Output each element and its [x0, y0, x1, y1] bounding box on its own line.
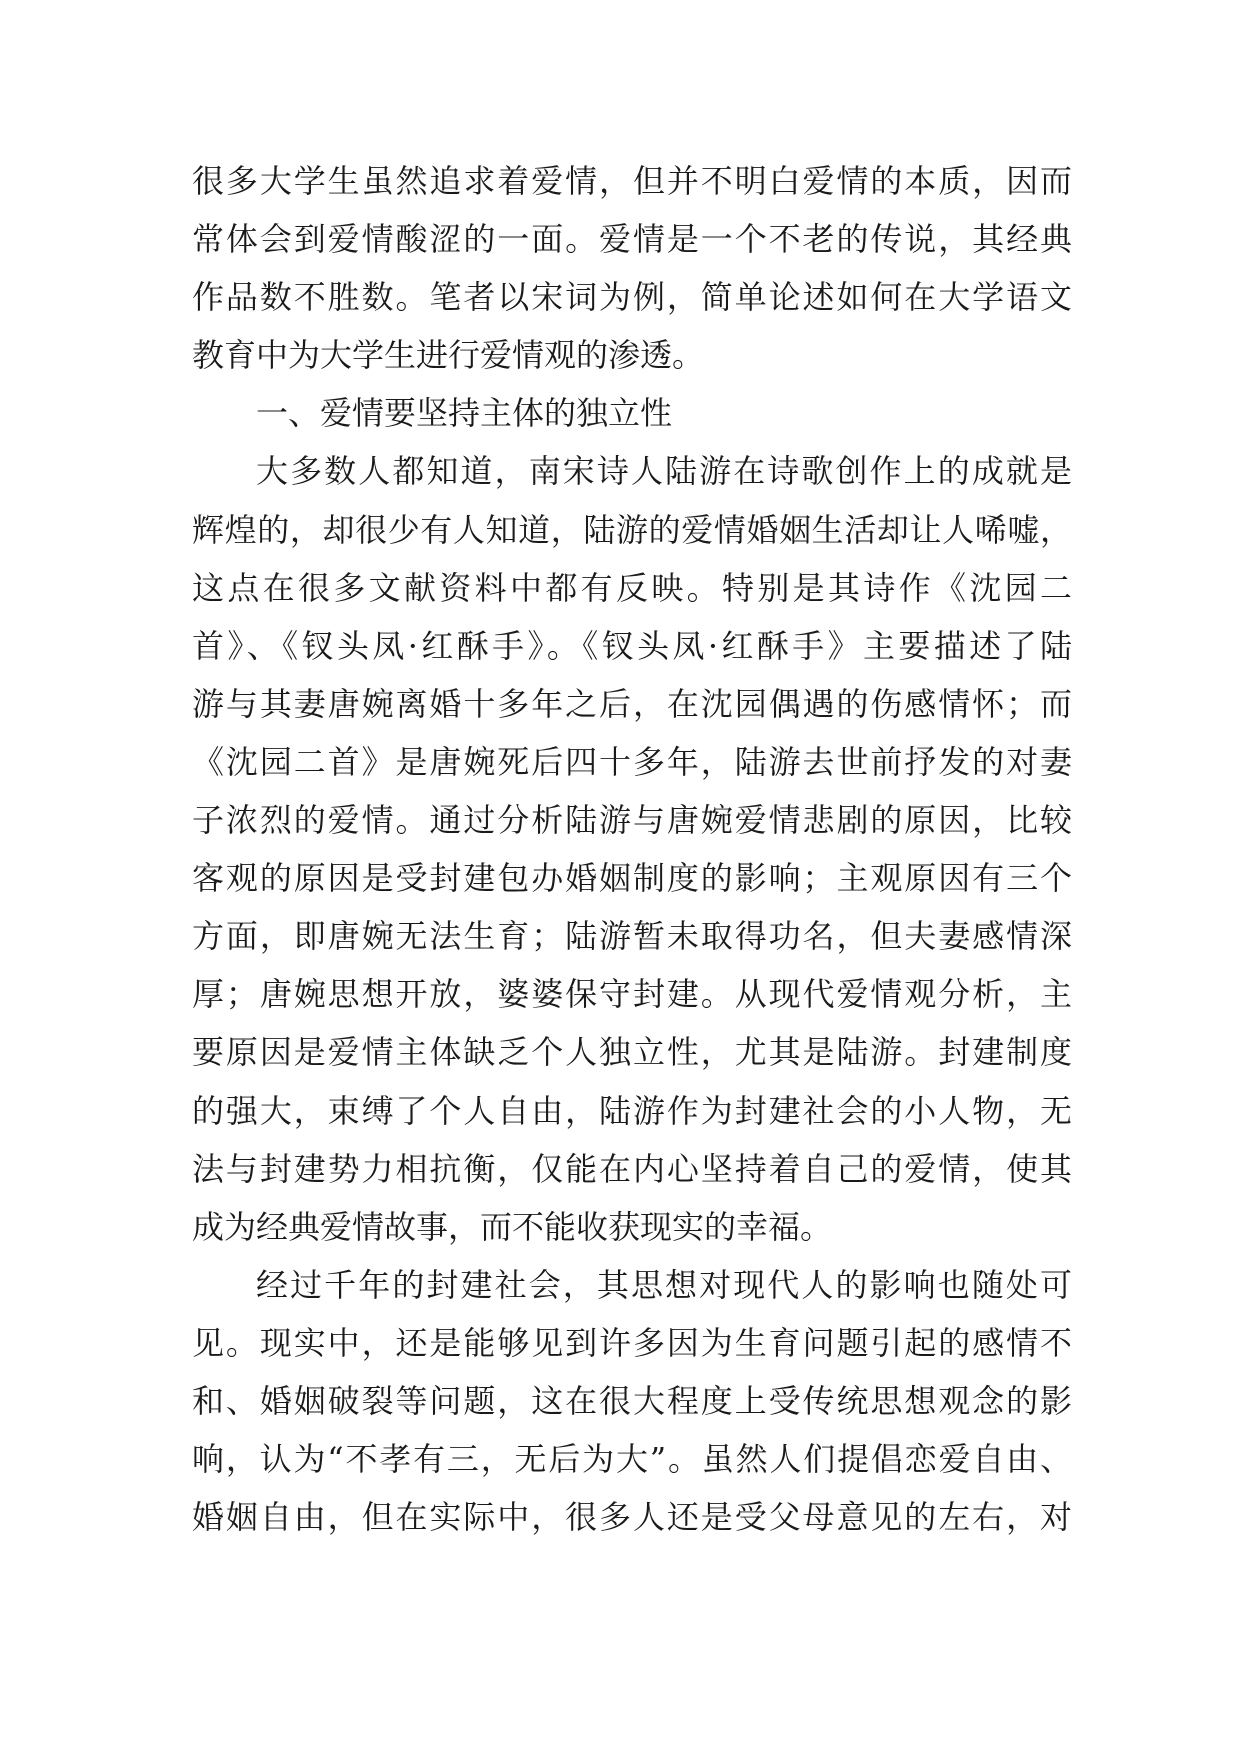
- text-line: 《沈园二首》是唐婉死后四十多年，陆游去世前抒发的对妻: [192, 742, 1072, 781]
- text-line: 婚姻自由，但在实际中，很多人还是受父母意见的左右，对: [192, 1498, 1072, 1537]
- text-line: 辉煌的，却很少有人知道，陆游的爱情婚姻生活却让人唏嘘，: [192, 510, 1072, 549]
- text-line: 很多大学生虽然追求着爱情，但并不明白爱情的本质，因而: [192, 162, 1072, 200]
- text-line: 首》、《钗头凤·红酥手》。《钗头凤·红酥手》主要描述了陆: [192, 626, 1072, 665]
- text-line: 经过千年的封建社会，其思想对现代人的影响也随处可: [256, 1265, 1072, 1304]
- body-text: [192, 152, 1072, 1546]
- text-line: 这点在很多文献资料中都有反映。特别是其诗作《沈园二: [192, 568, 1072, 607]
- text-line: 成为经典爱情故事，而不能收获现实的幸福。: [192, 1207, 833, 1246]
- text-line: 的强大，束缚了个人自由，陆游作为封建社会的小人物，无: [192, 1091, 1072, 1130]
- text-line: 大多数人都知道，南宋诗人陆游在诗歌创作上的成就是: [256, 452, 1072, 491]
- text-line: 见。现实中，还是能够见到许多因为生育问题引起的感情不: [192, 1323, 1072, 1362]
- text-line: 和、婚姻破裂等问题，这在很大程度上受传统思想观念的影: [192, 1381, 1072, 1420]
- text-line: 作品数不胜数。笔者以宋词为例，简单论述如何在大学语文: [192, 278, 1072, 317]
- text-line: 要原因是爱情主体缺乏个人独立性，尤其是陆游。封建制度: [192, 1033, 1072, 1072]
- text-line: 常体会到爱情酸涩的一面。爱情是一个不老的传说，其经典: [192, 220, 1072, 259]
- text-line: 游与其妻唐婉离婚十多年之后，在沈园偶遇的伤感情怀；而: [192, 684, 1072, 723]
- text-line: 教育中为大学生进行爱情观的渗透。: [192, 336, 705, 375]
- text-line: 响，认为“不孝有三，无后为大”。虽然人们提倡恋爱自由、: [192, 1440, 1072, 1479]
- section-heading: 一、爱情要坚持主体的独立性: [256, 394, 673, 433]
- text-line: 厚；唐婉思想开放，婆婆保守封建。从现代爱情观分析，主: [192, 975, 1072, 1014]
- text-line: 子浓烈的爱情。通过分析陆游与唐婉爱情悲剧的原因，比较: [192, 801, 1072, 840]
- text-line: 方面，即唐婉无法生育；陆游暂未取得功名，但夫妻感情深: [192, 917, 1072, 956]
- text-line: 客观的原因是受封建包办婚姻制度的影响；主观原因有三个: [192, 859, 1072, 898]
- text-line: 法与封建势力相抗衡，仅能在内心坚持着自己的爱情，使其: [192, 1149, 1072, 1188]
